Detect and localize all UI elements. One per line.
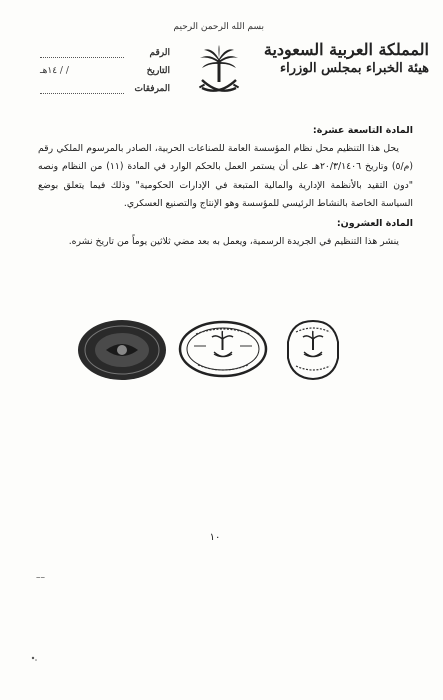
- scan-speck-icon: [30, 655, 38, 663]
- ref-number-row: [40, 44, 170, 62]
- article-19-heading: المادة التاسعة عشرة:: [312, 125, 413, 136]
- article-20-text: ينشر هذا التنظيم في الجريدة الرسمية، ويعمل به بعد مضي ثلاثين يوماً من تاريخ نشره.: [68, 236, 399, 248]
- ref-number-label: الرقم: [149, 48, 170, 58]
- reference-fields: [40, 44, 170, 98]
- attachments-label: المرفقات: [134, 84, 170, 94]
- date-label: التاريخ: [146, 66, 170, 76]
- basmala: بسم الله الرحمن الرحيم: [173, 22, 264, 32]
- attachments-row: [40, 80, 170, 98]
- letterhead-title: [263, 40, 429, 78]
- date-row: [40, 62, 170, 80]
- page-number: ١٠: [209, 532, 221, 543]
- saudi-emblem-icon: [196, 44, 242, 102]
- ref-number-line: [40, 48, 124, 58]
- date-value: / / ١٤هـ: [40, 66, 69, 76]
- ministry-seal-icon: [76, 318, 168, 382]
- experts-commission-seal-icon: [178, 320, 268, 378]
- article-20-heading: المادة العشرون:: [336, 218, 413, 230]
- corner-mark: ––: [36, 573, 45, 583]
- attachments-line: [40, 84, 124, 94]
- article-19-text: يحل هذا التنظيم محل نظام المؤسسة العامة للصناعات الحربية، الصادر بالمرسوم الملكي رقم (م/٥) وتاريخ ٢٠/٣/١٤٠٦هـ على أن يستمر العمل بالحكم الوارد في المادة (١١) من النظام ونصه "دون التقيد بالأنظمة الإدارية والمالية المتبعة في الإدارات الحكومية" وذلك فيما يتعلق بوضع السياسة الخاصة بالنشاط الرئيسي للمؤسسة وهو الإنتاج والتصنيع العسكري.: [38, 143, 414, 209]
- document-body: [38, 122, 413, 251]
- royal-court-seal-icon: [284, 318, 342, 382]
- authority-name: هيئة الخبراء بمجلس الوزراء: [279, 61, 429, 76]
- kingdom-name: المملكة العربية السعودية: [263, 40, 429, 59]
